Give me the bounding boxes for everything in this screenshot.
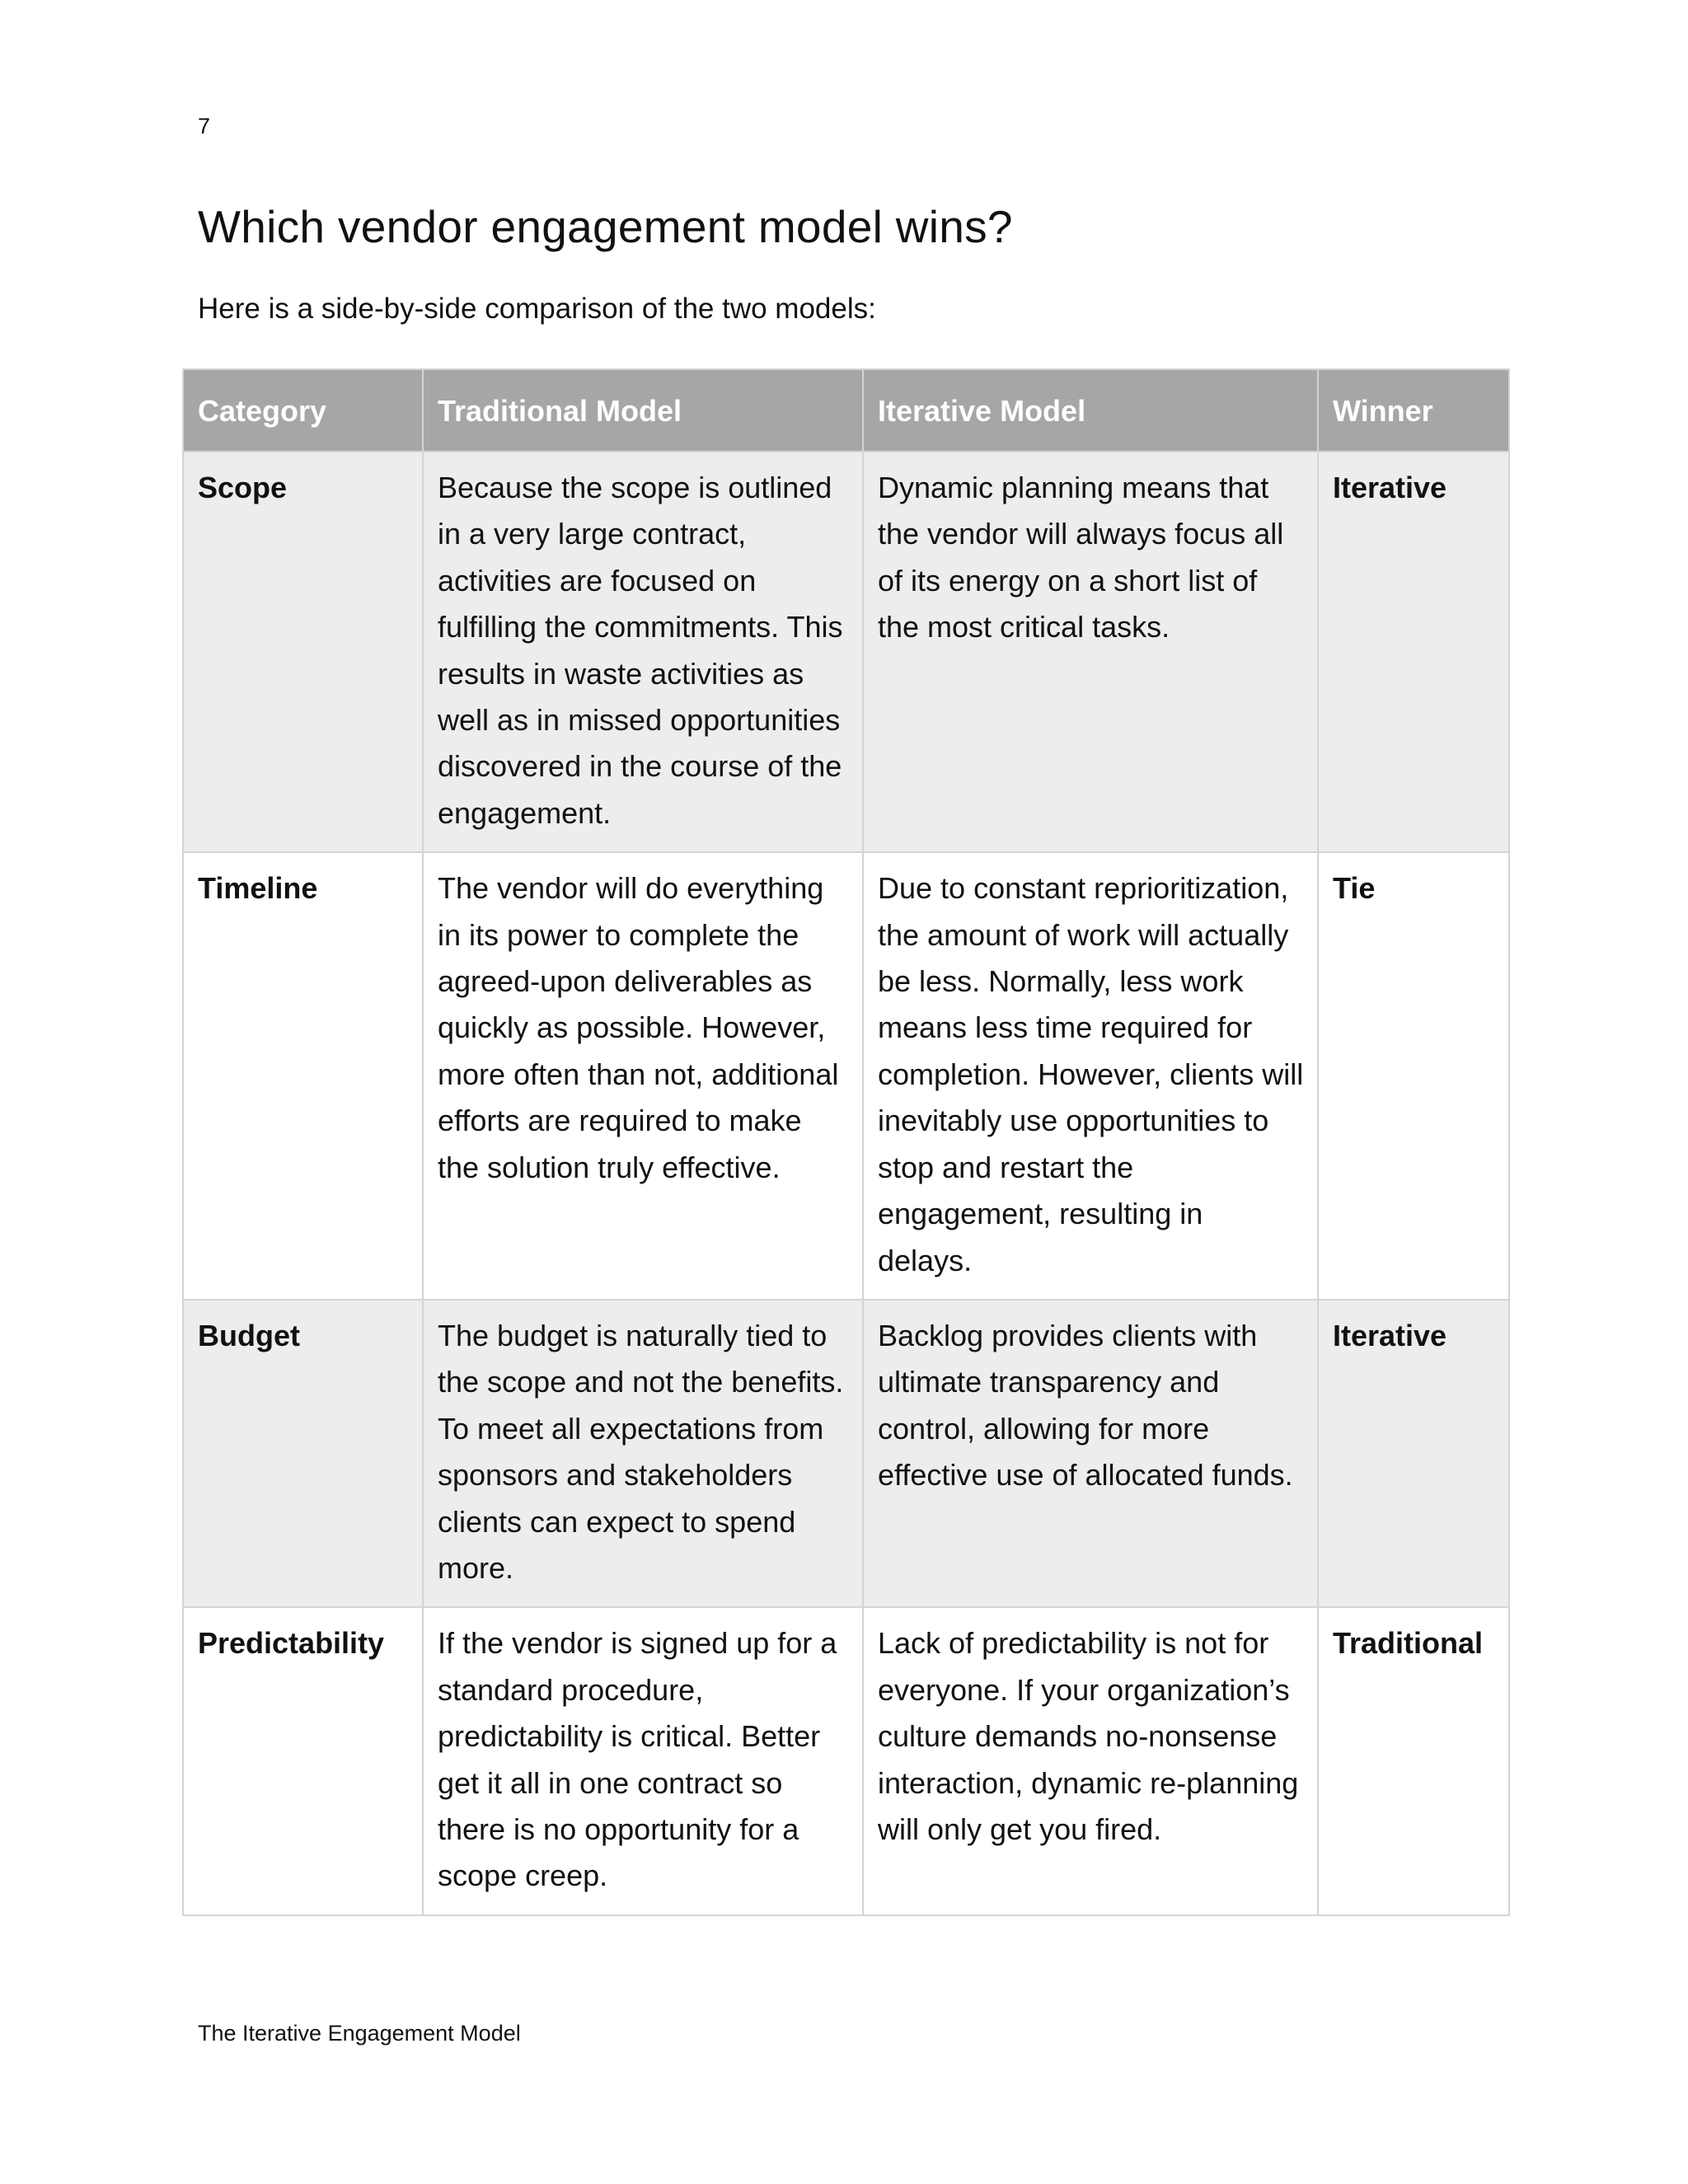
row-traditional-text: The budget is naturally tied to the scope and not the benefits. To meet all expectations from sponsors and stakeholders clients can expect to spend more. <box>423 1300 863 1607</box>
row-category: Timeline <box>183 852 423 1300</box>
row-traditional-text: Because the scope is outlined in a very large contract, activities are focused on fulfilling the commitments. This results in waste activities as well as in missed opportunities discovered in the course of the engagement. <box>423 452 863 852</box>
header-row <box>183 369 1509 452</box>
table-row-budget <box>183 1300 1509 1607</box>
row-winner: Traditional <box>1318 1607 1509 1915</box>
row-iterative-text: Due to constant reprioritization, the amount of work will actually be less. Normally, less work means less time required for completion. However, clients will inevitably use opportunities to stop and restart the engagement, resulting in delays. <box>863 852 1318 1300</box>
row-iterative-text: Lack of predictability is not for everyone. If your organization’s culture demands no-nonsense interaction, dynamic re-planning will only get you fired. <box>863 1607 1318 1915</box>
intro-paragraph: Here is a side-by-side comparison of the two models: <box>198 293 876 325</box>
table-row-scope <box>183 452 1509 852</box>
page-title: Which vendor engagement model wins? <box>198 201 1013 252</box>
header-iterative-model: Iterative Model <box>863 369 1318 452</box>
row-traditional-text: If the vendor is signed up for a standard procedure, predictability is critical. Better get it all in one contract so there is no opportunity for a scope creep. <box>423 1607 863 1915</box>
row-winner: Iterative <box>1318 452 1509 852</box>
row-category: Budget <box>183 1300 423 1607</box>
table-row-predictability <box>183 1607 1509 1915</box>
header-winner: Winner <box>1318 369 1509 452</box>
row-iterative-text: Backlog provides clients with ultimate transparency and control, allowing for more effective use of allocated funds. <box>863 1300 1318 1607</box>
header-category: Category <box>183 369 423 452</box>
page-footer: The Iterative Engagement Model <box>198 2021 521 2046</box>
row-category: Scope <box>183 452 423 852</box>
header-traditional-model: Traditional Model <box>423 369 863 452</box>
row-winner: Tie <box>1318 852 1509 1300</box>
row-iterative-text: Dynamic planning means that the vendor will always focus all of its energy on a short list of the most critical tasks. <box>863 452 1318 852</box>
row-category: Predictability <box>183 1607 423 1915</box>
table-body <box>183 452 1509 1915</box>
table-row-timeline <box>183 852 1509 1300</box>
table-header <box>183 369 1509 452</box>
row-traditional-text: The vendor will do everything in its power to complete the agreed-upon deliverables as quickly as possible. However, more often than not, additional efforts are required to make the solution truly effective. <box>423 852 863 1300</box>
row-winner: Iterative <box>1318 1300 1509 1607</box>
page-number: 7 <box>198 114 211 138</box>
comparison-table <box>182 368 1510 1916</box>
